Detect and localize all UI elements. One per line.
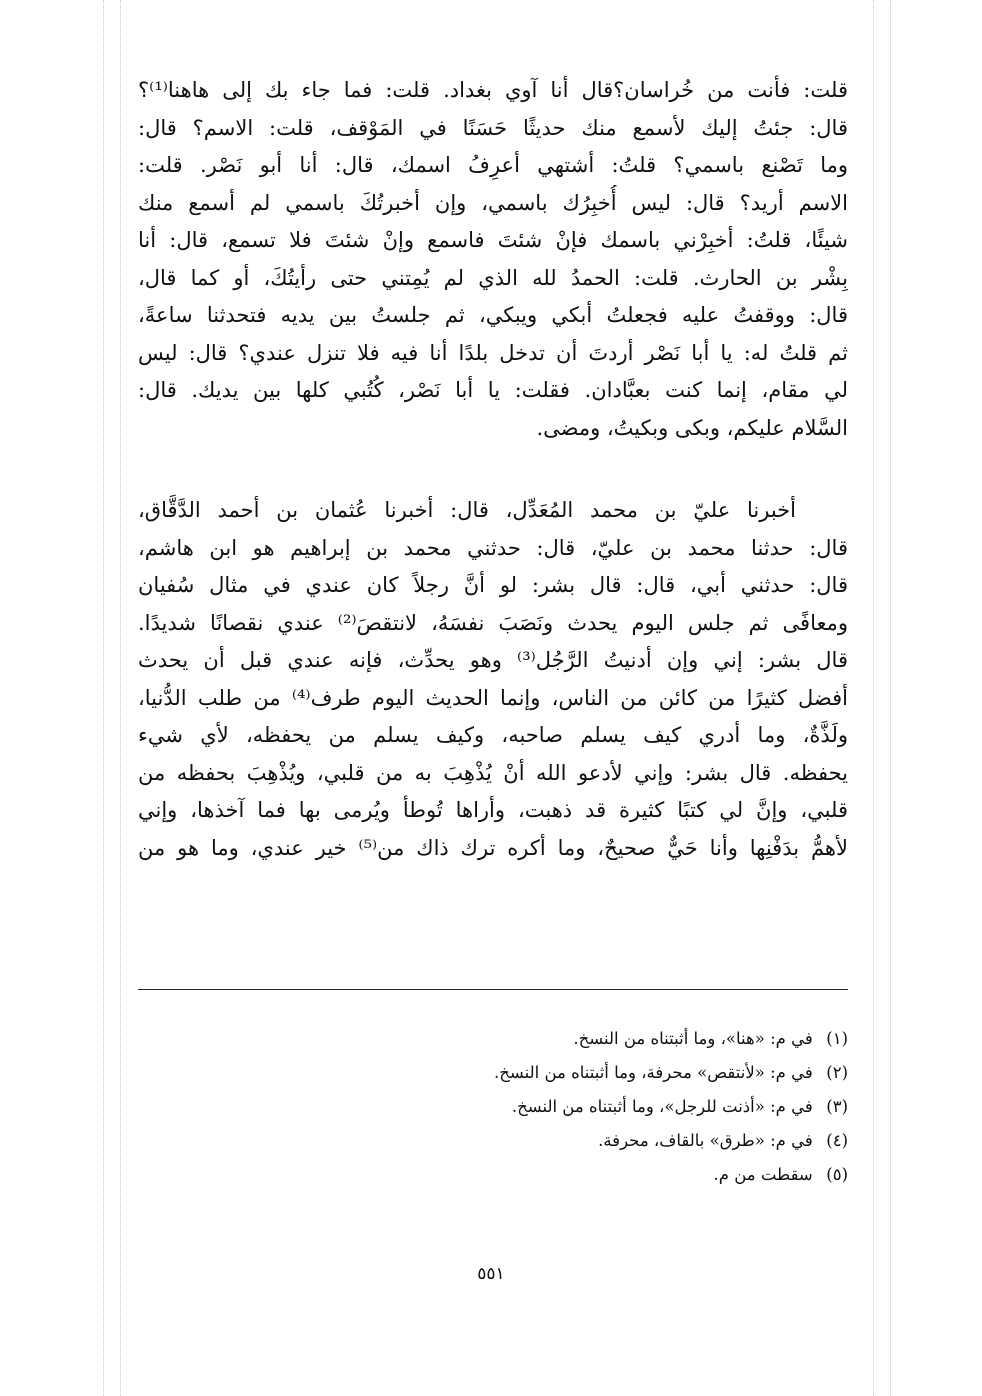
text-line: قال: حدثني أبي، قال: قال بشر: لو أنَّ رجلاً كان عندي في مثال سُفيان [138, 573, 848, 597]
scan-artifact-line [873, 0, 874, 1396]
footnote-divider [138, 989, 848, 990]
footnote-text: في م: «أذنت للرجل»، وما أثبتناه من النسخ. [511, 1097, 813, 1116]
text-line: السَّلام عليكم، وبكى وبكيتُ، ومضى. [536, 415, 848, 440]
text-line: قال: ووقفتُ عليه فجعلتُ أبكي ويبكي، ثم جلستُ بين يديه فتحدثنا ساعةً، [138, 303, 848, 327]
footnote-item [138, 1124, 848, 1158]
text-line: قلبي، وإنَّ لي كتبًا كثيرة قد ذهبت، وأراها تُوطأ ويُرمى بها فما آخذها، وإني [138, 798, 848, 822]
text-line: شيئًا، قلتُ: أخبِرْني باسمك فإنْ شئتَ فاسمع وإنْ شئتَ فلا تسمع، قال: أنا [138, 228, 848, 252]
footnote-number: (١) [826, 1029, 848, 1048]
footnotes [138, 1022, 848, 1192]
text-line: أخبرنا عليّ بن محمد المُعَدِّل، قال: أخبرنا عُثمان بن أحمد الدَّقَّاق، [138, 498, 796, 522]
scan-artifact-line [120, 0, 121, 1396]
scan-artifact-line [890, 0, 891, 1396]
page-body [138, 72, 848, 867]
footnote-text: في م: «طرق» بالقاف، محرفة. [598, 1131, 813, 1150]
text-line: أفضل كثيرًا من كائن من الناس، وإنما الحديث اليوم طرف⁽⁴⁾ من طلب الدُّنيا، [138, 685, 848, 710]
footnote-number: (٤) [826, 1131, 848, 1150]
footnote-item [138, 1056, 848, 1090]
text-line: لأهمُّ بدَفْنِها وأنا حَيٌّ صحيحٌ، وما أكره ترك ذاك من⁽⁵⁾ خير عندي، وما هو من [138, 835, 848, 860]
footnote-item [138, 1090, 848, 1124]
text-line: قلت: فأنت من خُراسان؟قال أنا آوي بغداد. قلت: فما جاء بك إلى هاهنا⁽¹⁾؟ [138, 78, 848, 102]
page-number: ٥٥١ [477, 1264, 505, 1284]
paragraph-1 [138, 72, 848, 447]
text-line: يحفظه. قال بشر: وإني لأدعو الله أنْ يُذْهِبَ به من قلبي، ويُذْهِبَ بحفظه من [138, 760, 848, 785]
scan-artifact-line [103, 0, 104, 1396]
text-line: قال: جئتُ إليك لأسمع منك حديثًا حَسَنًا في المَوْقف، قلت: الاسم؟ قال: [138, 115, 848, 140]
paragraph-2 [138, 492, 848, 867]
text-line: وما تَصْنع باسمي؟ قلتُ: أشتهي أعرِفُ اسمك، قال: أنا أبو نَصْر. قلت: [138, 153, 848, 177]
footnote-text: في م: «هنا»، وما أثبتناه من النسخ. [573, 1029, 813, 1048]
footnote-item [138, 1158, 848, 1192]
text-line: قال: حدثنا محمد بن عليّ، قال: حدثني محمد بن إبراهيم هو ابن هاشم، [138, 535, 848, 560]
text-line: ثم قلتُ له: يا أبا نَصْر أردتَ أن تدخل بلدًا أنا فيه فلا تنزل عندي؟ قال: ليس [138, 340, 848, 365]
footnote-text: سقطت من م. [713, 1165, 813, 1184]
text-line: لي مقام، إنما كنت بعبَّادان. فقلت: يا أبا نَصْر، كُتُبي كلها بين يديك. قال: [138, 378, 848, 402]
footnote-item [138, 1022, 848, 1056]
footnote-text: في م: «لأنتقص» محرفة، وما أثبتناه من النسخ. [494, 1063, 813, 1082]
text-line: قال بشر: إني وإن أدنيتُ الرَّجُل⁽³⁾ وهو يحدِّث، فإنه عندي قبل أن يحدث [138, 648, 848, 672]
text-line: ومعافًى ثم جلس اليوم يحدث ونَصَبَ نفسَهُ، لانتقصَ⁽²⁾ عندي نقصانًا شديدًا. [138, 610, 848, 635]
text-line: الاسم أريد؟ قال: ليس أُخبِرُك باسمي، وإن أخبرتُكَ باسمي لم أسمع منك [138, 190, 848, 215]
text-line: بِشْر بن الحارث. قلت: الحمدُ لله الذي لم يُمِتني حتى رأيتُكَ، أو كما قال، [138, 265, 848, 290]
footnote-number: (٢) [826, 1063, 848, 1082]
footnote-number: (٣) [826, 1097, 848, 1116]
text-line: ولَذَّةٌ، وما أدري كيف يسلم صاحبه، وكيف يسلم من يحفظه، لأي شيء [138, 723, 848, 747]
footnote-number: (٥) [826, 1165, 848, 1184]
